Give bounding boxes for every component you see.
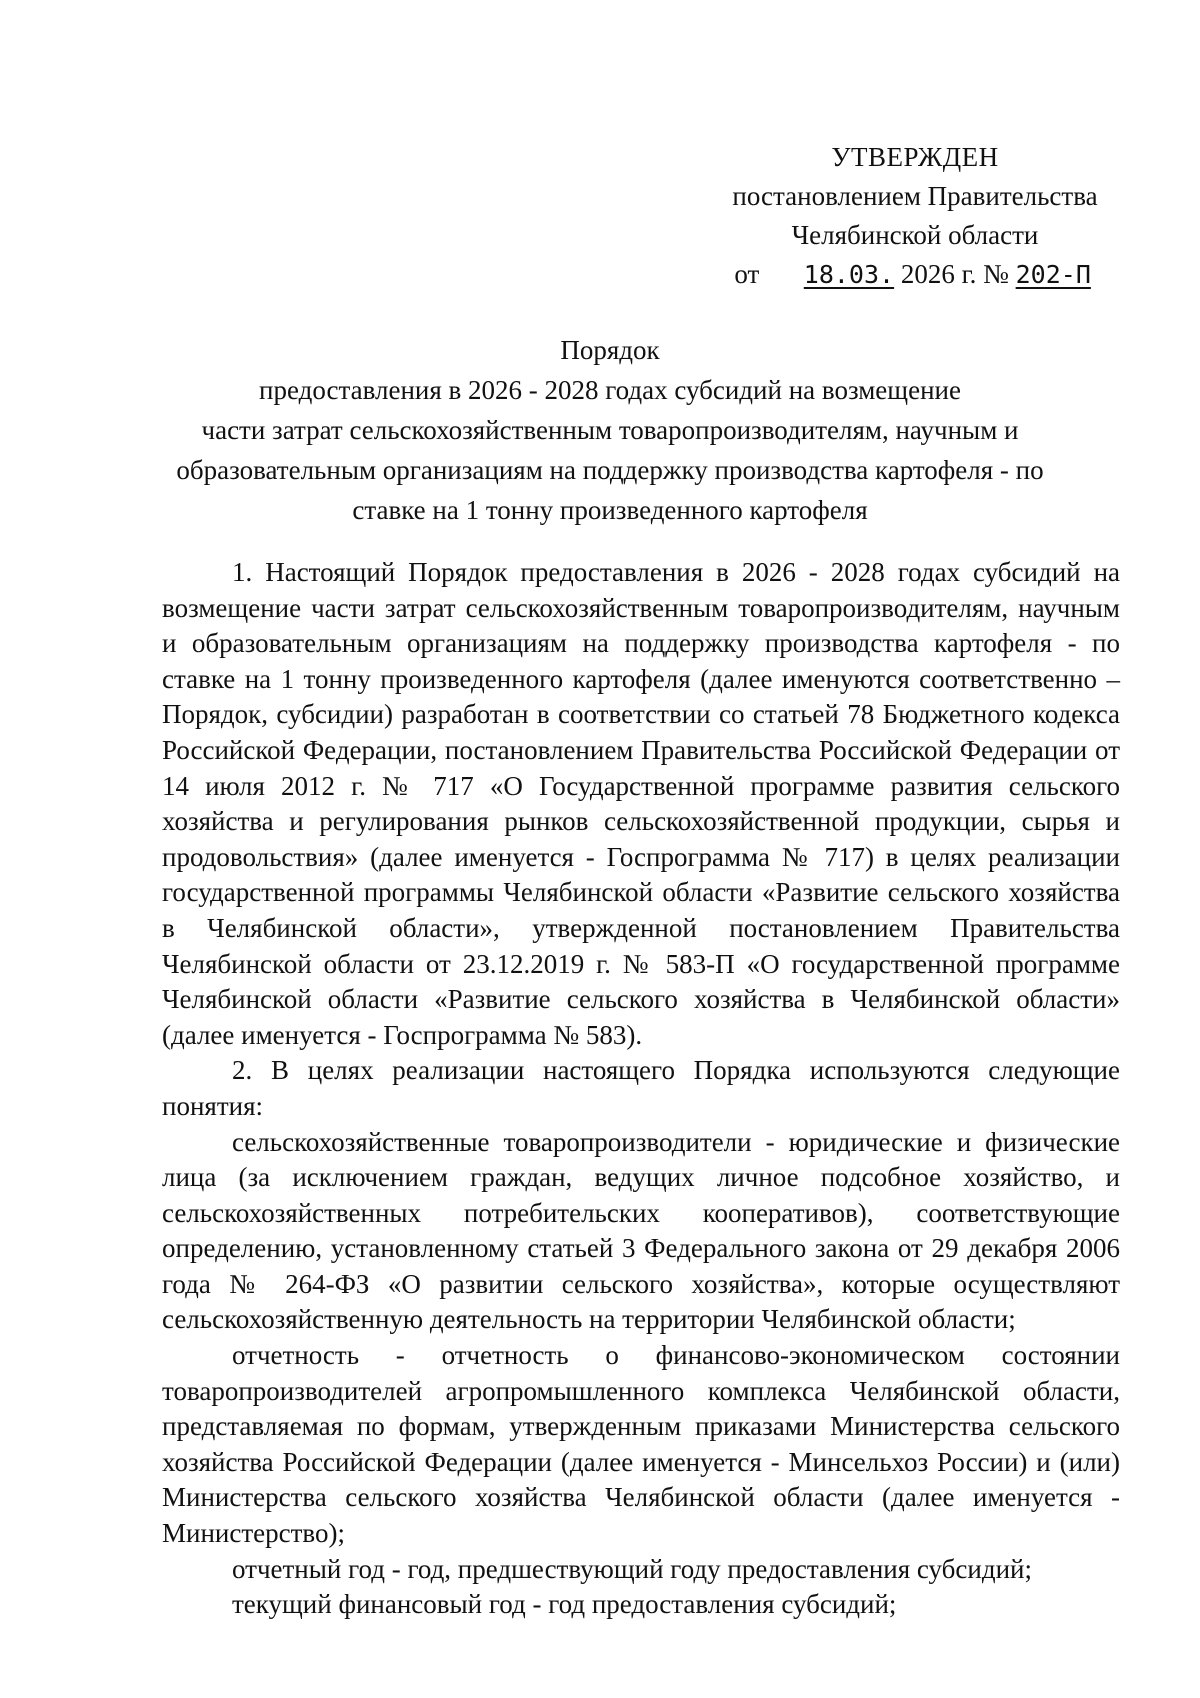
document-body (162, 555, 1120, 1623)
paragraph-2: 2. В целях реализации настоящего Порядка используются следующие понятия: (162, 1055, 1120, 1121)
date-prefix: от (734, 259, 760, 289)
definition-current-year: текущий финансовый год - год предоставления субсидий; (232, 1589, 897, 1620)
document-title (160, 330, 1060, 530)
approval-date-line (700, 255, 1130, 294)
title-line-1: Порядок (560, 335, 660, 365)
year-text: 2026 г. № (900, 259, 1009, 289)
title-line-3: части затрат сельскохозяйственным товаропроизводителям, научным и (201, 415, 1019, 445)
definition-agri-producers: сельскохозяйственные товаропроизводители - юридические и физические лица (за исключением граждан, ведущих личное подсобное хозяйство, и сельскохозяйственных потребительских кооперативов), соответствующие определению, установленному статьей 3 Федерального закона от 29 декабря 2006 года № 264-ФЗ «О развитии сельского хозяйства», которые осуществляют сельскохозяйственную деятельность на территории Челябинской области; (162, 1126, 1120, 1335)
approval-stamp (700, 138, 1130, 294)
paragraph-1: 1. Настоящий Порядок предоставления в 2026 - 2028 годах субсидий на возмещение части затрат сельскохозяйственным товаропроизводителям, научным и образовательным организациям на поддержку производства картофеля - по ставке на 1 тонну произведенного картофеля (далее именуются соответственно – Порядок, субсидии) разработан в соответствии со статьей 78 Бюджетного кодекса Российской Федерации, постановлением Правительства Российской Федерации от 14 июля 2012 г. № 717 «О Государственной программе развития сельского хозяйства и регулирования рынков сельскохозяйственной продукции, сырья и продовольствия» (далее именуется - Госпрограмма № 717) в целях реализации государственной программы Челябинской области «Развитие сельского хозяйства в Челябинской области», утвержденной постановлением Правительства Челябинской области от 23.12.2019 г. № 583-П «О государственной программе Челябинской области «Развитие сельского хозяйства в Челябинской области» (далее именуется - Госпрограмма № 583). (162, 557, 1120, 1050)
approval-title: УТВЕРЖДЕН (831, 142, 999, 172)
title-line-2: предоставления в 2026 - 2028 годах субсидий на возмещение (259, 375, 961, 405)
definition-reporting-year: отчетный год - год, предшествующий году предоставления субсидий; (232, 1553, 1032, 1584)
date-value: 18.03. (803, 260, 895, 289)
approval-line-1: постановлением Правительства (732, 181, 1098, 211)
title-line-4: образовательным организациям на поддержку производства картофеля - по (176, 455, 1044, 485)
approval-line-2: Челябинской области (791, 220, 1039, 250)
definition-reporting: отчетность - отчетность о финансово-экономическом состоянии товаропроизводителей агропромышленного комплекса Челябинской области, представляемая по формам, утвержденным приказами Министерства сельского хозяйства Российской Федерации (далее именуется - Минсельхоз России) и (или) Министерства сельского хозяйства Челябинской области (далее именуется - Министерство); (162, 1340, 1120, 1549)
resolution-number: 202-П (1015, 260, 1091, 289)
title-line-5: ставке на 1 тонну произведенного картофеля (352, 495, 868, 525)
